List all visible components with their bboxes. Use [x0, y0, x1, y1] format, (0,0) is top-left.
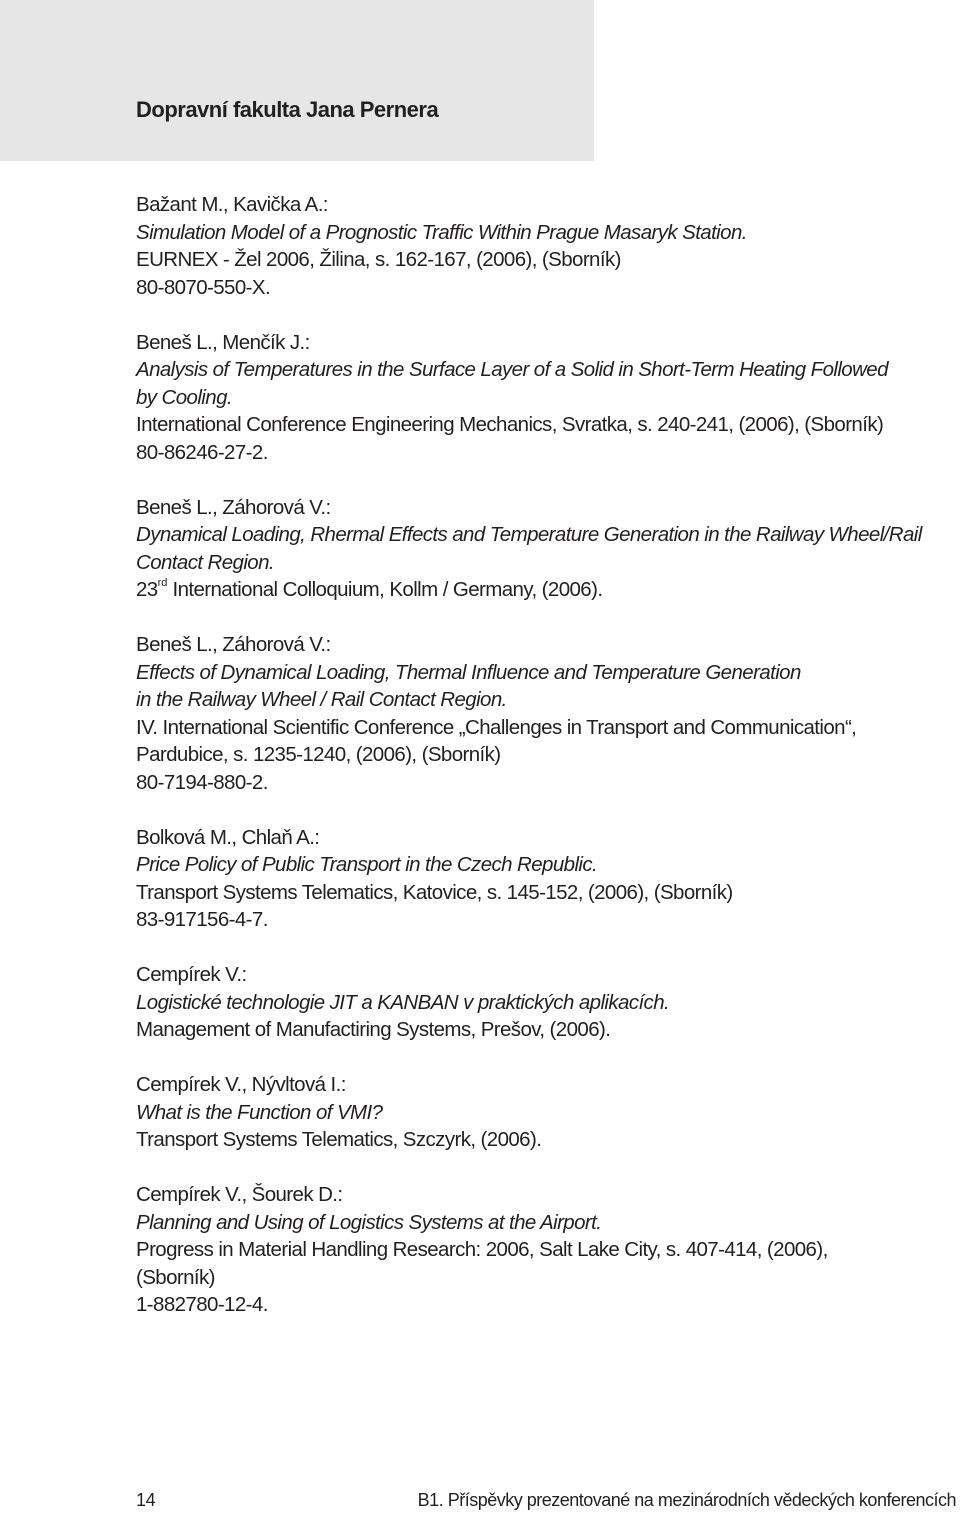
entry-details-text: International Colloquium, Kollm / Germany, (2006).: [167, 578, 603, 601]
publication-entry: [136, 1071, 956, 1154]
publication-entry: [136, 631, 956, 796]
entry-authors: Beneš L., Záhorová V.:: [136, 495, 331, 519]
entry-title-continued: Contact Region.: [136, 550, 275, 574]
entry-details: International Conference Engineering Mechanics, Svratka, s. 240-241, (2006), (Sborník): [136, 413, 884, 436]
entry-title: Logistické technologie JIT a KANBAN v praktických aplikacích.: [136, 990, 670, 1014]
entry-isbn: 83-917156-4-7.: [136, 908, 268, 931]
entry-authors: Beneš L., Menčík J.:: [136, 330, 310, 354]
entry-isbn: 1-882780-12-4.: [136, 1293, 268, 1316]
entry-details: Management of Manufactiring Systems, Prešov, (2006).: [136, 1018, 611, 1041]
entry-title: Dynamical Loading, Rhermal Effects and Temperature Generation in the Railway Wheel/Rail: [136, 523, 922, 546]
entry-title: Simulation Model of a Prognostic Traffic Within Prague Masaryk Station.: [136, 220, 747, 244]
entry-title: Effects of Dynamical Loading, Thermal Influence and Temperature Generation: [136, 660, 801, 684]
entry-title: What is the Function of VMI?: [136, 1100, 383, 1124]
entry-isbn: 80-7194-880-2.: [136, 770, 268, 794]
page-header-title: Dopravní fakulta Jana Pernera: [136, 97, 439, 122]
entry-title: Planning and Using of Logistics Systems at the Airport.: [136, 1210, 602, 1234]
publication-entry: [136, 191, 956, 301]
entry-ordinal-suffix: rd: [157, 577, 168, 590]
page-number: 14: [136, 1490, 156, 1510]
publication-entry: [136, 494, 956, 604]
entry-details-continued: (Sborník): [136, 1265, 215, 1289]
publication-entry: [136, 824, 956, 934]
footer-section-title: B1. Příspěvky prezentované na mezinárodních vědeckých konferencích: [417, 1490, 956, 1510]
publication-entry: [136, 329, 956, 467]
entry-authors: Bažant M., Kavička A.:: [136, 193, 328, 216]
entry-isbn: 80-8070-550-X.: [136, 275, 271, 299]
entry-authors: Cempírek V.:: [136, 963, 247, 986]
entry-details: EURNEX - Žel 2006, Žilina, s. 162-167, (2006), (Sborník): [136, 248, 621, 271]
entry-isbn: 80-86246-27-2.: [136, 440, 268, 464]
entry-title-continued: by Cooling.: [136, 385, 232, 409]
entry-ordinal: 23: [136, 578, 158, 601]
entry-details: [136, 576, 956, 604]
entry-authors: Cempírek V., Šourek D.:: [136, 1183, 343, 1206]
entry-authors: Bolková M., Chlaň A.:: [136, 825, 320, 849]
entry-authors: Beneš L., Záhorová V.:: [136, 633, 331, 656]
publication-entry: [136, 1181, 956, 1319]
publication-entry: [136, 961, 956, 1044]
entry-details: Transport Systems Telematics, Katovice, s. 145-152, (2006), (Sborník): [136, 880, 733, 904]
entry-title: Analysis of Temperatures in the Surface Layer of a Solid in Short-Term Heating Followed: [136, 358, 888, 381]
header-band: [0, 0, 594, 161]
entry-title: Price Policy of Public Transport in the Czech Republic.: [136, 853, 598, 876]
publication-list: [136, 191, 956, 1319]
entry-title-continued: in the Railway Wheel / Rail Contact Region.: [136, 688, 507, 711]
entry-details: Transport Systems Telematics, Szczyrk, (2006).: [136, 1128, 542, 1151]
entry-details: Progress in Material Handling Research: 2006, Salt Lake City, s. 407-414, (2006),: [136, 1238, 828, 1261]
entry-authors: Cempírek V., Nývltová I.:: [136, 1073, 346, 1096]
entry-details-continued: Pardubice, s. 1235-1240, (2006), (Sborník): [136, 743, 501, 766]
entry-details: IV. International Scientific Conference „Challenges in Transport and Communication“,: [136, 715, 857, 739]
